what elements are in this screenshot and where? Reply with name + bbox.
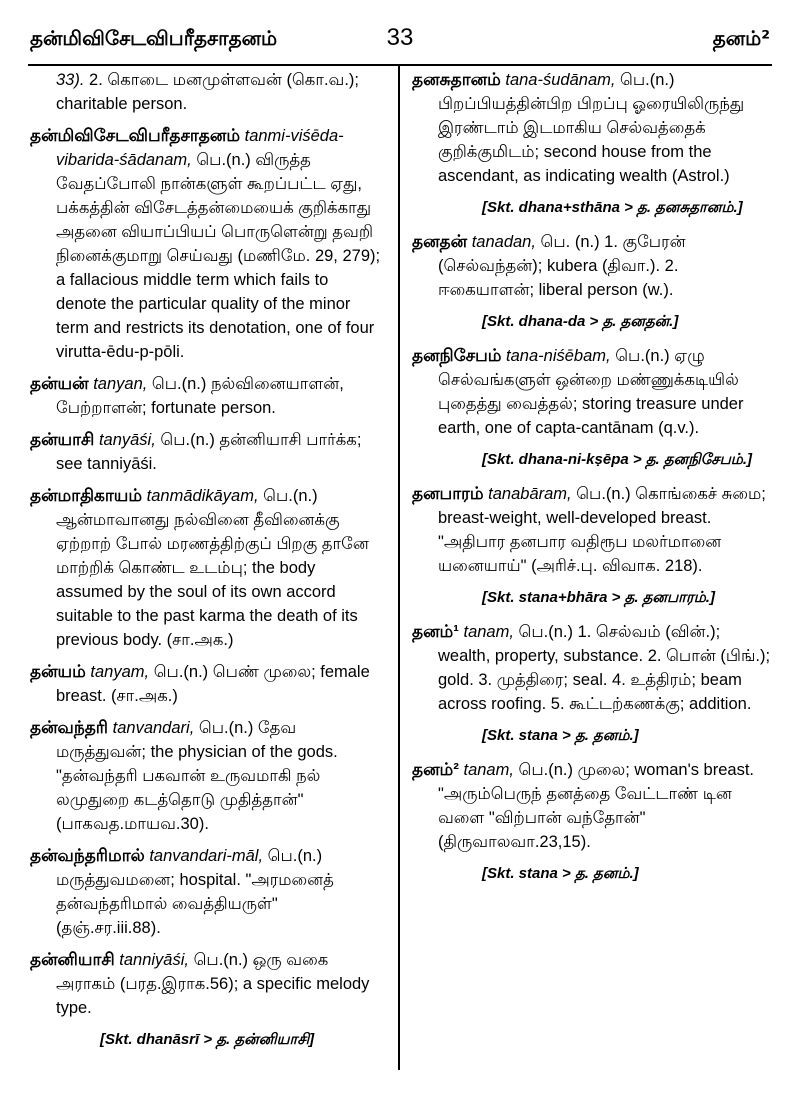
dictionary-entry <box>30 844 382 940</box>
entry-transliteration: tanniyāśi, <box>119 951 189 969</box>
entry-definition: பெ.(n.) நல்வினையாளன், பேற்றாளன்; fortunate person. <box>56 375 344 417</box>
entry-headword: தன்யாசி <box>30 430 95 449</box>
entry-headword: தனநிசேபம் <box>412 346 502 365</box>
dictionary-entry <box>412 482 774 578</box>
dictionary-entry <box>30 124 382 364</box>
entry-definition: பெ.(n.) மருத்துவமனை; hospital. "அரமனைத் தன்வந்தரிமால் வைத்தியருள்" (தஞ்.சர.iii.88). <box>56 847 334 937</box>
entry-transliteration: tana-niśēbam, <box>506 347 611 365</box>
entry-headword: தன்மிவிசேடவிபரீதசாதனம் <box>30 126 241 145</box>
entry-definition: பெ.(n.) ஆன்மாவானது நல்வினை தீவினைக்கு ஏற்றாற் போல் மரணத்திற்குப் பிறகு தானே மாற்றிக் கொண்ட உடம்பு; the body assumed by the soul of its own accord suitable to the past karma the death of its previous body. (சா.அக.) <box>56 487 369 649</box>
dictionary-entry <box>412 68 774 188</box>
dictionary-entry <box>30 68 382 116</box>
entry-headword: தன்மாதிகாயம் <box>30 486 143 505</box>
entry-definition: பெ.(n.) தேவ மருத்துவன்; the physician of the gods. "தன்வந்தரி பகவான் உருவமாகி நல் லமுதுறை கடத்தொடு முதித்தான்" (பாகவத.மாயவ.30). <box>56 719 338 833</box>
entry-transliteration: tanyāśi, <box>98 431 156 449</box>
running-head-right: தனம்² <box>712 26 770 50</box>
dictionary-entry <box>412 758 774 854</box>
dictionary-entry <box>30 372 382 420</box>
entry-transliteration: tana-śudānam, <box>505 71 616 89</box>
entry-headword: தனதன் <box>412 232 468 251</box>
entry-transliteration: tanyam, <box>90 663 150 681</box>
dictionary-entry <box>30 660 382 708</box>
etymology-source: [Skt. dhana+sthāna > த. தனசுதானம்.] <box>482 199 743 216</box>
etymology-source: [Skt. stana+bhāra > த. தனபாரம்.] <box>482 589 715 606</box>
entry-headword: தனம்² <box>412 760 459 779</box>
entry-definition: பெ.(n.) பெண் முலை; female breast. (சா.அக.) <box>56 663 370 705</box>
entry-definition: பெ.(n.) ஒரு வகை அராகம் (பரத.இராக.56); a specific melody type. <box>56 951 370 1017</box>
entry-transliteration: tanvandari-māl, <box>149 847 264 865</box>
entry-headword: தனம்¹ <box>412 622 459 641</box>
dictionary-entry <box>30 716 382 836</box>
dictionary-entry <box>30 428 382 476</box>
header-rule <box>28 64 772 66</box>
entry-definition: பெ.(n.) கொங்கைச் சுமை; breast-weight, well-developed breast. "அதிபார தனபார வதிரூப மலர்மானை யனையாய்" (அரிச்.பு. விவாக. 218). <box>438 485 766 575</box>
dictionary-entry <box>30 948 382 1020</box>
column-divider <box>398 66 400 1070</box>
right-column <box>412 68 774 896</box>
entry-headword: தன்யம் <box>30 662 86 681</box>
page-number: 33 <box>386 24 414 51</box>
entry-transliteration: tanmādikāyam, <box>146 487 259 505</box>
entry-headword: தன்வந்தரி <box>30 718 109 737</box>
entry-headword: தன்னியாசி <box>30 950 115 969</box>
etymology-source: [Skt. stana > த. தனம்.] <box>482 865 639 882</box>
entry-transliteration: tanam, <box>463 623 514 641</box>
entry-transliteration: tanyan, <box>93 375 148 393</box>
dictionary-entry <box>412 620 774 716</box>
dictionary-entry <box>30 484 382 652</box>
etymology-source: [Skt. dhanāsrī > த. தன்னியாசி] <box>100 1031 315 1048</box>
entry-headword: தன்யன் <box>30 374 89 393</box>
entry-transliteration: tanvandari, <box>112 719 195 737</box>
left-column <box>30 68 382 1062</box>
entry-headword: தன்வந்தரிமால் <box>30 846 145 865</box>
entry-transliteration: 33). <box>56 71 85 89</box>
entry-definition: பெ.(n.) பிறப்பியத்தின்பிற பிறப்பு ஓரையிலிருந்து இரண்டாம் இடமாகிய செல்வத்தைக் குறிக்குமிடம்; second house from the ascendant, as indicating wealth (Astrol.) <box>438 71 745 185</box>
etymology-source: [Skt. dhana-da > த. தனதன்.] <box>482 313 679 330</box>
page-header <box>30 20 770 60</box>
entry-headword: தனபாரம் <box>412 484 484 503</box>
dictionary-entry <box>412 230 774 302</box>
entry-transliteration: tanadan, <box>471 233 536 251</box>
entry-definition: பெ.(n.) தன்னியாசி பார்க்க; see tanniyāśi. <box>56 431 362 473</box>
dictionary-entry <box>412 344 774 440</box>
entry-definition: பெ. (n.) 1. குபேரன் (செல்வந்தன்); kubera (திவா.). 2. ஈகையாளன்; liberal person (w.). <box>438 233 686 299</box>
etymology-source: [Skt. stana > த. தனம்.] <box>482 727 639 744</box>
entry-definition: பெ.(n.) விருத்த வேதப்போலி நான்களுள் கூறப்பட்ட ஏது, பக்கத்தின் விசேடத்தன்மையைக் குறிக்காது அதனை வியாப்பியப் பொருளென்று தவறி நினைக்குமாறு செய்வது (மணிமே. 29, 279); a fallacious middle term which fails to denote the particular quality of the minor term and restricts its denotation, one of four virutta-ēdu-p-pōli. <box>56 151 381 361</box>
entry-transliteration: tanam, <box>463 761 514 779</box>
etymology-source: [Skt. dhana-ni-kṣēpa > த. தனநிசேபம்.] <box>482 451 752 468</box>
entry-transliteration: tanmi-viśēda-vibarida-śādanam, <box>56 127 344 169</box>
entry-definition: பெ.(n.) 1. செல்வம் (வின்.); wealth, property, substance. 2. பொன் (பிங்.); gold. 3. முத்திரை; seal. 4. உத்திரம்; beam across roofing. 5. கூட்டற்கணக்கு; addition. <box>438 623 771 713</box>
entry-transliteration: tanabāram, <box>488 485 572 503</box>
entry-definition: பெ.(n.) ஏழு செல்வங்களுள் ஒன்றை மண்ணுக்கடியில் புதைத்து வைத்தல்; storing treasure under earth, one of capta-cantānam (q.v.). <box>438 347 744 437</box>
entry-headword: தனசுதானம் <box>412 70 501 89</box>
entry-definition: பெ.(n.) முலை; woman's breast. "அரும்பெருந் தனத்தை வேட்டாண் டின வளை "விற்பான் வந்தோன்" (திருவாலவா.23,15). <box>438 761 754 851</box>
running-head-left: தன்மிவிசேடவிபரீதசாதனம் <box>30 26 278 50</box>
entry-definition: 2. கொடை மனமுள்ளவன் (கொ.வ.); charitable person. <box>56 71 360 113</box>
